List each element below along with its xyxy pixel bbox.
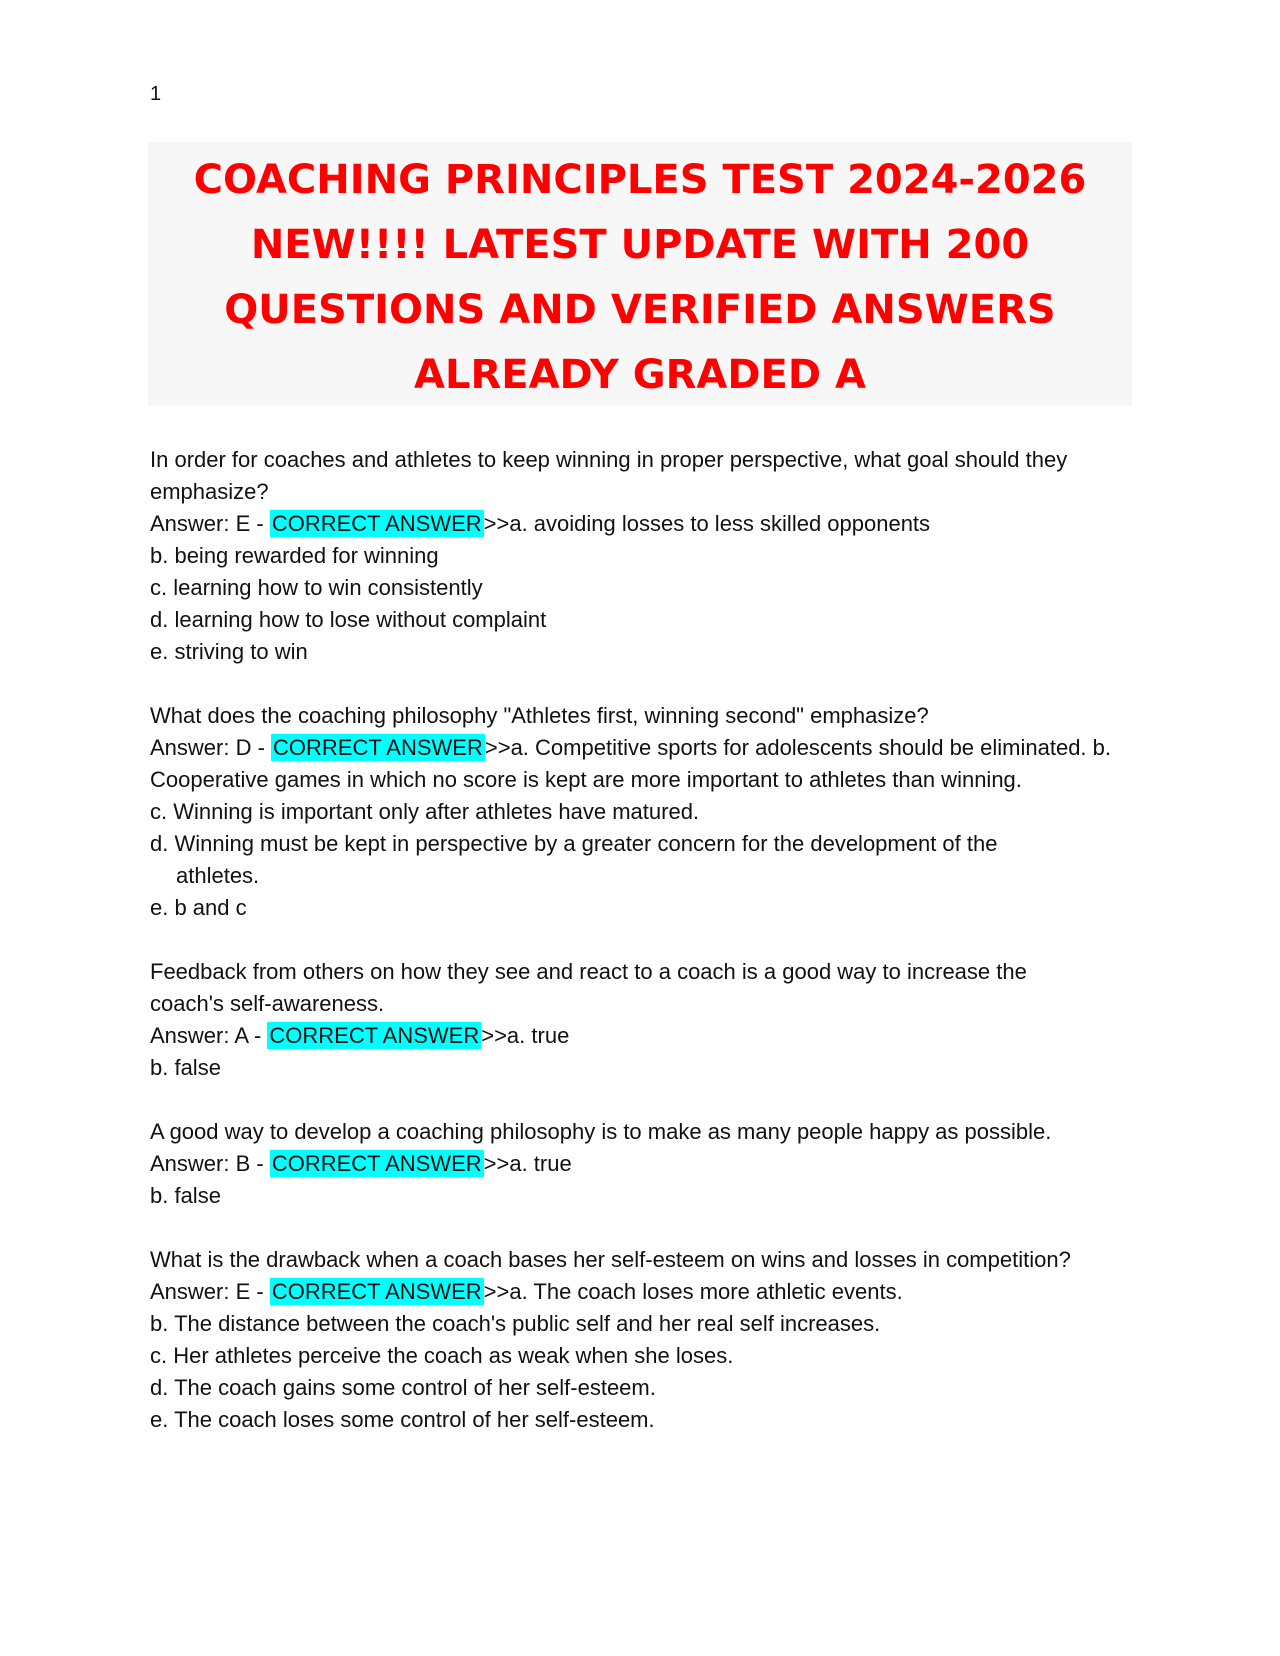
answer-suffix: >>a. Competitive sports for adolescents should be eliminated. b. (484, 735, 1112, 760)
question-block (150, 956, 1140, 1084)
answer-line (150, 1276, 1140, 1308)
answer-suffix: >>a. true (483, 1151, 572, 1176)
answer-option: b. false (150, 1055, 221, 1080)
correct-answer-highlight: CORRECT ANSWER (273, 735, 483, 760)
question-block (150, 700, 1140, 924)
question-text: In order for coaches and athletes to keep winning in proper perspective, what goal should they (150, 447, 1068, 472)
question-block (150, 1244, 1140, 1436)
title-line-4: ALREADY GRADED A (414, 352, 866, 398)
questions-content (150, 444, 1140, 1468)
title-box (148, 142, 1132, 406)
answer-prefix: Answer: E - (150, 511, 270, 536)
answer-line (150, 1020, 1140, 1052)
question-block (150, 444, 1140, 668)
page-number: 1 (150, 83, 162, 105)
answer-line (150, 1148, 1140, 1180)
question-text: A good way to develop a coaching philosophy is to make as many people happy as possible. (150, 1119, 1052, 1144)
question-text: What is the drawback when a coach bases her self-esteem on wins and losses in competition? (150, 1247, 1071, 1272)
title-line-1: COACHING PRINCIPLES TEST 2024-2026 (193, 157, 1087, 203)
answer-option: d. The coach gains some control of her self-esteem. (150, 1375, 656, 1400)
answer-option: d. learning how to lose without complaint (150, 607, 547, 632)
answer-option: b. false (150, 1183, 221, 1208)
answer-suffix: >>a. The coach loses more athletic events. (483, 1279, 903, 1304)
answer-option: e. b and c (150, 895, 247, 920)
correct-answer-highlight: CORRECT ANSWER (271, 1279, 482, 1304)
answer-option: b. The distance between the coach's public self and her real self increases. (150, 1311, 881, 1336)
answer-suffix: >>a. true (481, 1023, 570, 1048)
answer-option: c. Winning is important only after athletes have matured. (150, 799, 700, 824)
title-line-2: NEW!!!! LATEST UPDATE WITH 200 (250, 222, 1030, 268)
question-text: emphasize? (150, 479, 269, 504)
answer-option: d. Winning must be kept in perspective by a greater concern for the development of the (150, 831, 998, 856)
correct-answer-highlight: CORRECT ANSWER (271, 1151, 482, 1176)
answer-option-continuation: athletes. (176, 863, 260, 888)
correct-answer-highlight: CORRECT ANSWER (269, 1023, 480, 1048)
answer-line (150, 732, 1140, 764)
answer-suffix: >>a. avoiding losses to less skilled opponents (483, 511, 931, 536)
answer-prefix: Answer: A - (150, 1023, 268, 1048)
correct-answer-highlight: CORRECT ANSWER (271, 511, 482, 536)
question-block (150, 1116, 1140, 1212)
answer-option: e. The coach loses some control of her self-esteem. (150, 1407, 655, 1432)
answer-option: c. learning how to win consistently (150, 575, 483, 600)
answer-continuation: Cooperative games in which no score is kept are more important to athletes than winning. (150, 767, 1022, 792)
answer-option: b. being rewarded for winning (150, 543, 439, 568)
answer-prefix: Answer: B - (150, 1151, 270, 1176)
title-line-3: QUESTIONS AND VERIFIED ANSWERS (224, 287, 1056, 333)
question-text: What does the coaching philosophy "Athletes first, winning second" emphasize? (150, 703, 929, 728)
answer-prefix: Answer: D - (150, 735, 272, 760)
question-text: Feedback from others on how they see and react to a coach is a good way to increase the (150, 959, 1027, 984)
answer-line (150, 508, 1140, 540)
question-text: coach's self-awareness. (150, 991, 385, 1016)
answer-prefix: Answer: E - (150, 1279, 270, 1304)
answer-option: e. striving to win (150, 639, 308, 664)
answer-option: c. Her athletes perceive the coach as weak when she loses. (150, 1343, 734, 1368)
